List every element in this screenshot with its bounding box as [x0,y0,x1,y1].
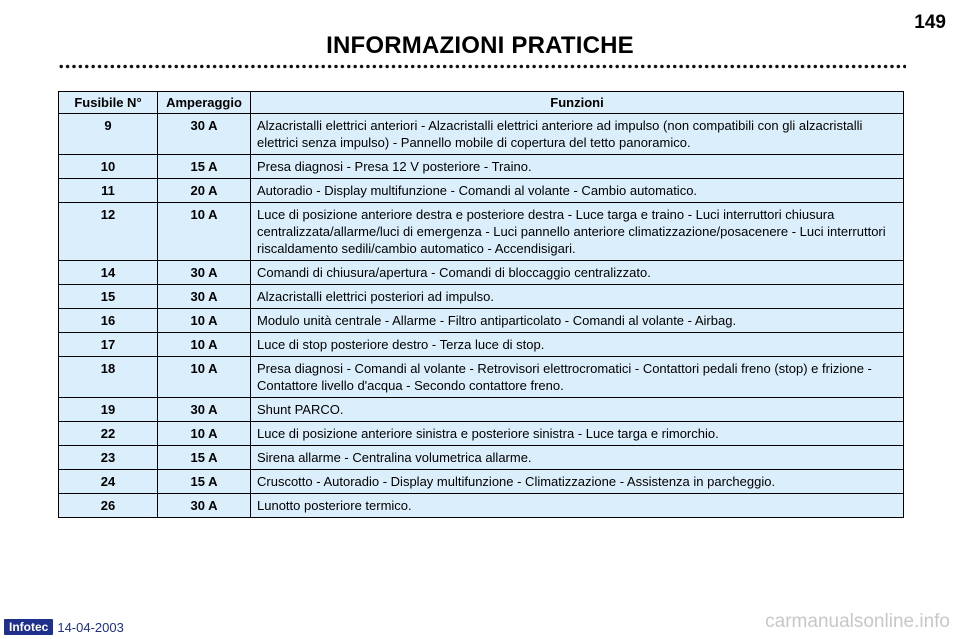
fuse-number-cell: 22 [59,422,158,446]
amperage-cell: 10 A [158,357,251,398]
function-cell: Cruscotto - Autoradio - Display multifunzione - Climatizzazione - Assistenza in parcheggio. [251,470,904,494]
table-header-row [59,92,904,114]
header-fuse-number: Fusibile N° [59,92,158,114]
table-row [59,398,904,422]
function-cell: Luce di stop posteriore destro - Terza luce di stop. [251,333,904,357]
function-cell: Alzacristalli elettrici posteriori ad impulso. [251,285,904,309]
function-cell: Lunotto posteriore termico. [251,494,904,518]
amperage-cell: 30 A [158,114,251,155]
dotted-divider [58,64,906,69]
fuse-number-cell: 9 [59,114,158,155]
amperage-cell: 15 A [158,155,251,179]
fuse-number-cell: 18 [59,357,158,398]
fuse-number-cell: 15 [59,285,158,309]
table-row [59,333,904,357]
table-row [59,261,904,285]
table-row [59,309,904,333]
fuse-number-cell: 19 [59,398,158,422]
function-cell: Luce di posizione anteriore sinistra e posteriore sinistra - Luce targa e rimorchio. [251,422,904,446]
fuse-number-cell: 24 [59,470,158,494]
footer [4,619,124,635]
amperage-cell: 15 A [158,470,251,494]
table-row [59,114,904,155]
amperage-cell: 15 A [158,446,251,470]
fuse-number-cell: 17 [59,333,158,357]
function-cell: Alzacristalli elettrici anteriori - Alzacristalli elettrici anteriore ad impulso (non compatibili con gli alzacristalli elettrici senza impulso) - Pannello mobile di copertura del tetto panoramico. [251,114,904,155]
amperage-cell: 10 A [158,422,251,446]
function-cell: Presa diagnosi - Comandi al volante - Retrovisori elettrocromatici - Contattori pedali freno (stop) e frizione - Contattore livello d'acqua - Secondo contattore freno. [251,357,904,398]
page-title: INFORMAZIONI PRATICHE [326,32,634,59]
table-row [59,155,904,179]
function-cell: Comandi di chiusura/apertura - Comandi di bloccaggio centralizzato. [251,261,904,285]
fuse-number-cell: 26 [59,494,158,518]
fuse-number-cell: 23 [59,446,158,470]
amperage-cell: 30 A [158,285,251,309]
function-cell: Modulo unità centrale - Allarme - Filtro antiparticolato - Comandi al volante - Airbag. [251,309,904,333]
function-cell: Sirena allarme - Centralina volumetrica allarme. [251,446,904,470]
table-row [59,203,904,261]
fuse-number-cell: 14 [59,261,158,285]
function-cell: Presa diagnosi - Presa 12 V posteriore - Traino. [251,155,904,179]
fuse-number-cell: 11 [59,179,158,203]
table-row [59,446,904,470]
function-cell: Autoradio - Display multifunzione - Comandi al volante - Cambio automatico. [251,179,904,203]
watermark: carmanualsonline.info [765,611,950,632]
amperage-cell: 10 A [158,203,251,261]
amperage-cell: 30 A [158,494,251,518]
amperage-cell: 10 A [158,309,251,333]
function-cell: Luce di posizione anteriore destra e posteriore destra - Luce targa e traino - Luci interruttori chiusura centralizzata/allarme/luci di emergenza - Luci pannello anteriore climatizzazione/posacenere - Luci interruttori riscaldamento sedili/cambio automatico - Accendisigari. [251,203,904,261]
table-row [59,470,904,494]
table-row [59,422,904,446]
table-row [59,285,904,309]
table-row [59,179,904,203]
table-row [59,494,904,518]
fuse-number-cell: 12 [59,203,158,261]
infotec-logo: Infotec [4,619,53,635]
amperage-cell: 20 A [158,179,251,203]
header-functions: Funzioni [251,92,904,114]
fuse-number-cell: 16 [59,309,158,333]
amperage-cell: 10 A [158,333,251,357]
amperage-cell: 30 A [158,398,251,422]
fuse-number-cell: 10 [59,155,158,179]
page-number: 149 [914,12,946,33]
footer-date: 14-04-2003 [57,619,124,635]
amperage-cell: 30 A [158,261,251,285]
fuse-table [58,91,904,518]
table-row [59,357,904,398]
function-cell: Shunt PARCO. [251,398,904,422]
header-amperage: Amperaggio [158,92,251,114]
